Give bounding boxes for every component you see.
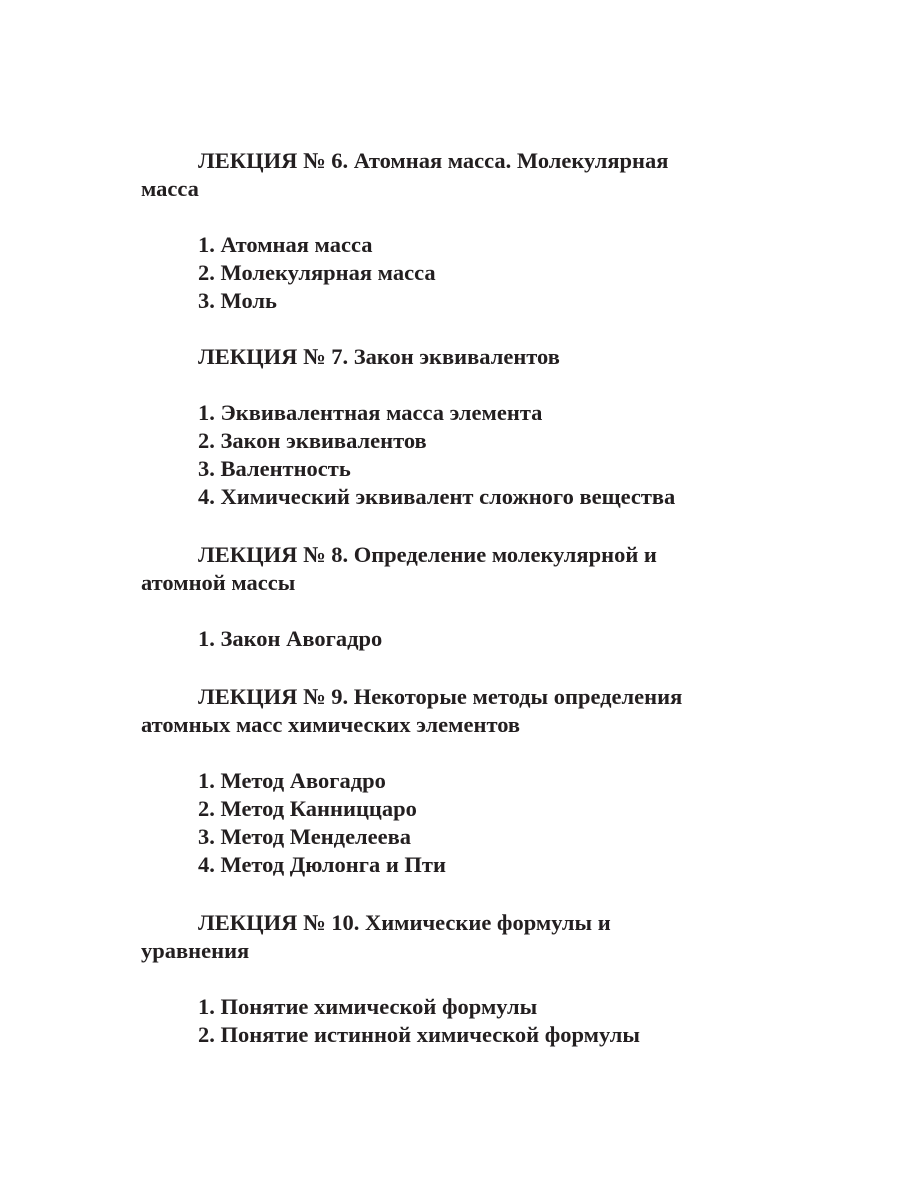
lecture-title: ЛЕКЦИЯ № 7. Закон эквивалентов [198, 344, 560, 369]
lecture-title-continued: масса [141, 176, 199, 201]
lecture-title-continued: уравнения [141, 938, 250, 963]
lecture-title: ЛЕКЦИЯ № 10. Химические формулы и [198, 910, 611, 935]
lecture-title: ЛЕКЦИЯ № 6. Атомная масса. Молекулярная [198, 148, 669, 173]
list-item: 1. Эквивалентная масса элемента [198, 400, 543, 425]
list-item: 3. Валентность [198, 456, 351, 481]
list-item: 2. Метод Канниццаро [198, 796, 417, 821]
list-item: 2. Понятие истинной химической формулы [198, 1022, 640, 1047]
list-item: 2. Закон эквивалентов [198, 428, 427, 453]
list-item: 1. Закон Авогадро [198, 626, 383, 651]
list-item: 3. Моль [198, 288, 277, 313]
list-item: 4. Химический эквивалент сложного вещества [198, 484, 676, 509]
list-item: 1. Метод Авогадро [198, 768, 386, 793]
list-item: 1. Понятие химической формулы [198, 994, 538, 1019]
lecture-title-continued: атомной массы [141, 570, 296, 595]
list-item: 1. Атомная масса [198, 232, 373, 257]
lecture-title: ЛЕКЦИЯ № 8. Определение молекулярной и [198, 542, 657, 567]
list-item: 4. Метод Дюлонга и Пти [198, 852, 446, 877]
list-item: 3. Метод Менделеева [198, 824, 412, 849]
list-item: 2. Молекулярная масса [198, 260, 436, 285]
lecture-title-continued: атомных масс химических элементов [141, 712, 521, 737]
lecture-title: ЛЕКЦИЯ № 9. Некоторые методы определения [198, 684, 683, 709]
